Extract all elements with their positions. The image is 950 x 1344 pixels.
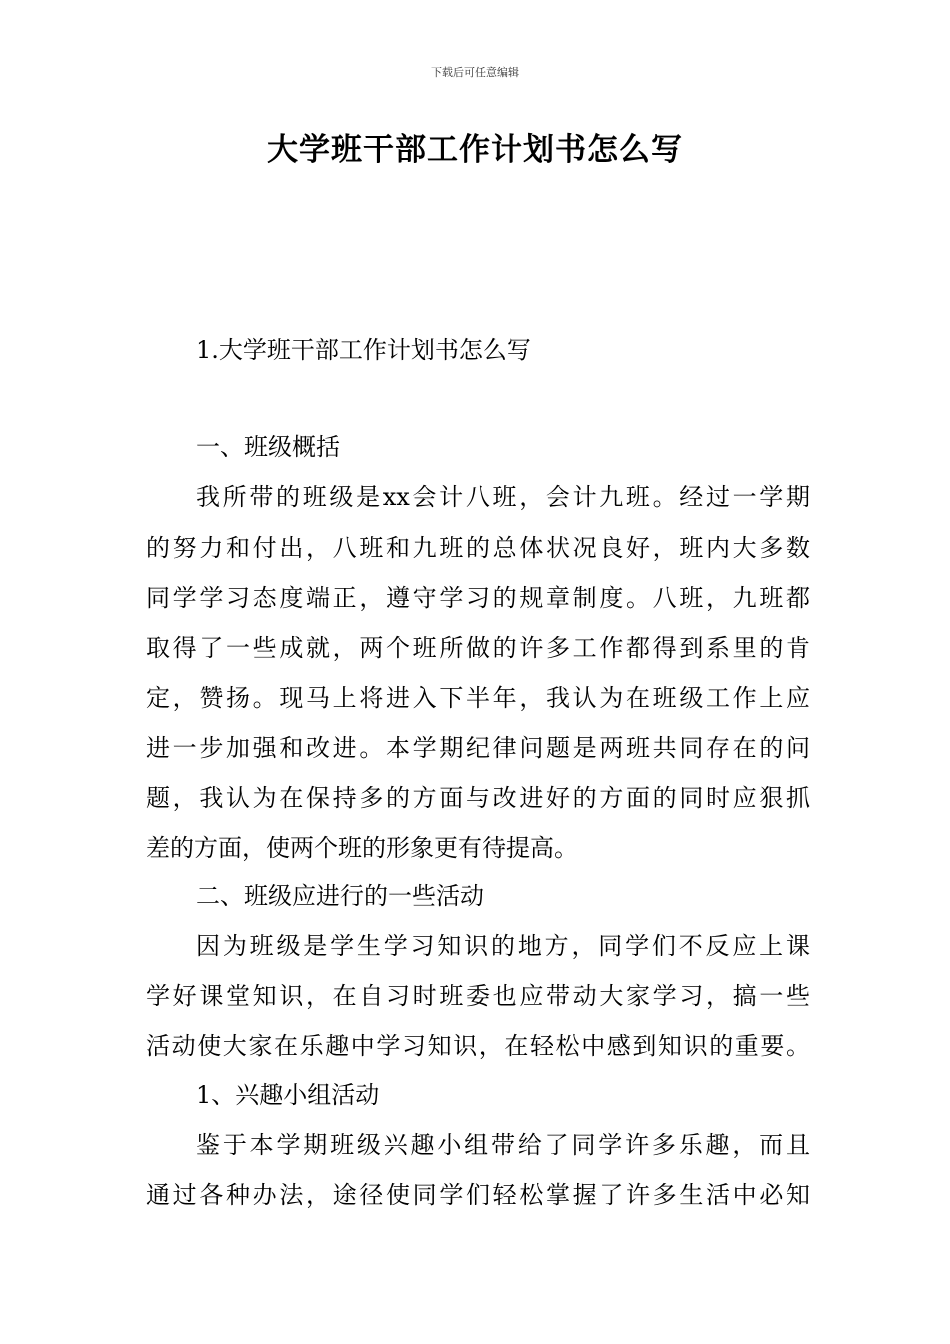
paragraph-line: 学好课堂知识，在自习时班委也应带动大家学习，搞一些 — [146, 982, 810, 1010]
paragraph-line: 因为班级是学生学习知识的地方，同学们不反应上课 — [196, 932, 810, 960]
section-heading: 1.大学班干部工作计划书怎么写 — [196, 336, 531, 364]
paragraph-line: 取得了一些成就，两个班所做的许多工作都得到系里的肯 — [146, 634, 810, 662]
paragraph-line: 差的方面，使两个班的形象更有待提高。 — [146, 834, 578, 862]
paragraph-line: 鉴于本学期班级兴趣小组带给了同学许多乐趣，而且 — [196, 1131, 810, 1159]
subsection-heading: 1、兴趣小组活动 — [196, 1081, 380, 1109]
paragraph-line: 的努力和付出，八班和九班的总体状况良好，班内大多数 — [146, 534, 810, 562]
subsection-heading: 一、班级概括 — [196, 433, 340, 461]
paragraph-line: 通过各种办法，途径使同学们轻松掌握了许多生活中必知 — [146, 1181, 810, 1209]
paragraph-line: 同学学习态度端正，遵守学习的规章制度。八班，九班都 — [146, 584, 810, 612]
paragraph-line: 进一步加强和改进。本学期纪律问题是两班共同存在的问 — [146, 734, 810, 762]
header-note: 下载后可任意编辑 — [431, 66, 519, 79]
paragraph-line: 题，我认为在保持多的方面与改进好的方面的同时应狠抓 — [146, 784, 810, 812]
document-title: 大学班干部工作计划书怎么写 — [267, 132, 683, 168]
paragraph-line: 我所带的班级是xx会计八班，会计九班。经过一学期 — [196, 483, 810, 511]
paragraph-line: 活动使大家在乐趣中学习知识，在轻松中感到知识的重要。 — [146, 1032, 810, 1060]
paragraph-line: 定，赞扬。现马上将进入下半年，我认为在班级工作上应 — [146, 684, 810, 712]
subsection-heading: 二、班级应进行的一些活动 — [196, 882, 484, 910]
